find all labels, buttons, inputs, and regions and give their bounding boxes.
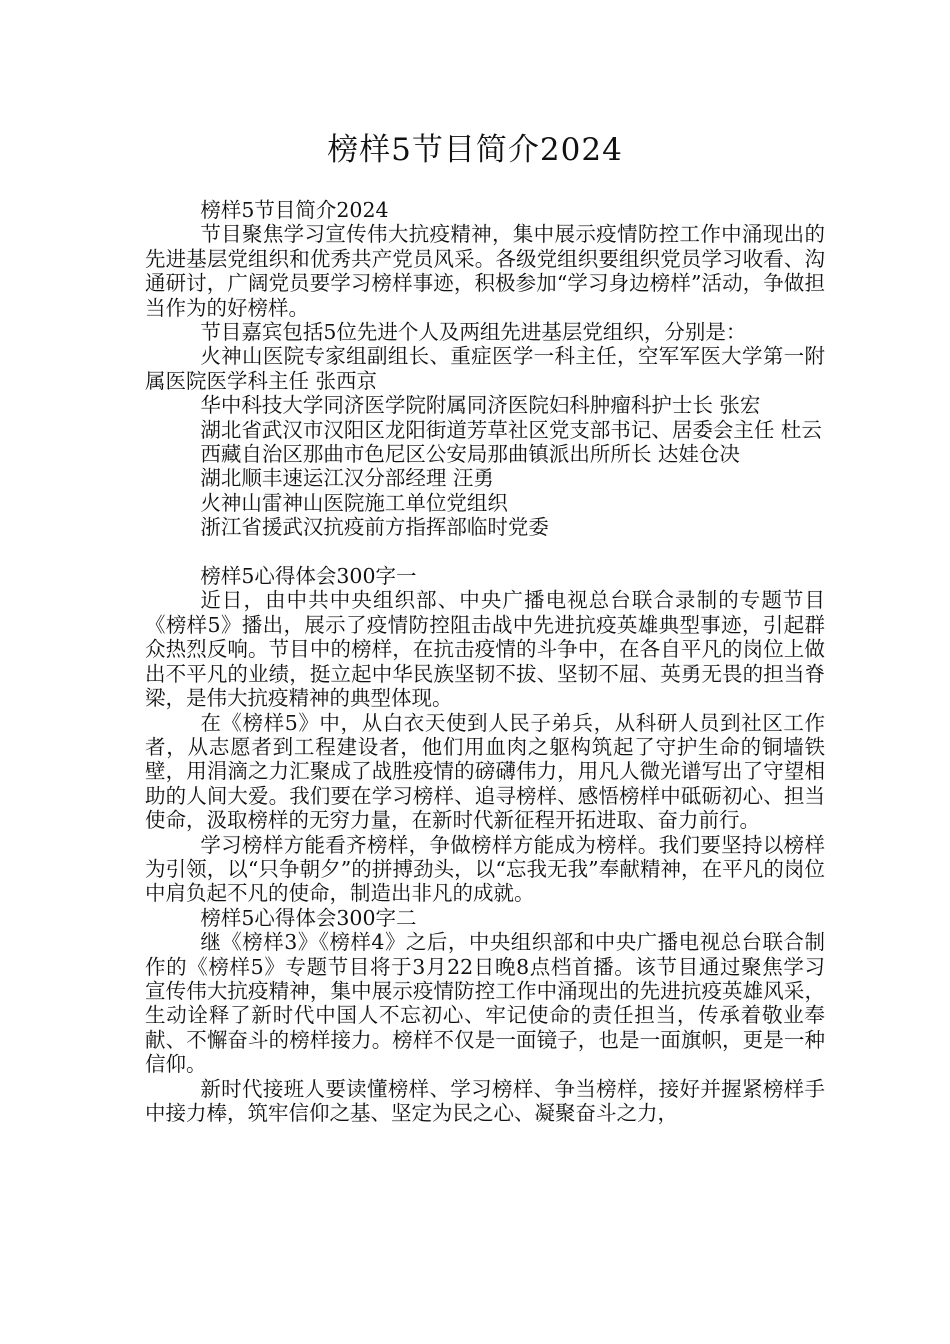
paragraph-guests-lead: 节目嘉宾包括5位先进个人及两组先进基层党组织，分别是： [200,320,747,345]
document-body [145,198,825,1125]
paragraph-essay-2b: 新时代接班人要读懂榜样、学习榜样、争当榜样，接好并握紧榜样手中接力棒，筑牢信仰之基、坚定为民之心、凝聚奋斗之力， [145,1076,825,1126]
paragraph-essay-1c: 学习榜样方能看齐榜样，争做榜样方能成为榜样。我们要坚持以榜样为引领，以“只争朝夕”的拼搏劲头，以“忘我无我”奉献精神，在平凡的岗位中肩负起不凡的使命，制造出非凡的成就。 [145,832,825,906]
paragraph-essay-1b: 在《榜样5》中，从白衣天使到人民子弟兵，从科研人员到社区工作者，从志愿者到工程建设者，他们用血肉之躯构筑起了守护生命的铜墙铁壁，用涓滴之力汇聚成了战胜疫情的磅礴伟力，用凡人微光谱写出了守望相助的人间大爱。我们要在学习榜样、追寻榜样、感悟榜样中砥砺初心、担当使命，汲取榜样的无穷力量，在新时代新征程开拓进取、奋力前行。 [145,710,825,833]
section-heading-essay-2: 榜样5心得体会300字二 [200,905,417,930]
section-heading-intro: 榜样5节目简介2024 [200,198,389,222]
guest-item: 西藏自治区那曲市色尼区公安局那曲镇派出所所长 达娃仓决 [200,442,740,467]
blank-line [145,540,825,564]
guest-item: 华中科技大学同济医学院附属同济医院妇科肿瘤科护士长 张宏 [200,393,761,418]
guest-item: 浙江省援武汉抗疫前方指挥部临时党委 [200,515,549,540]
guest-item: 火神山医院专家组副组长、重症医学一科主任，空军军医大学第一附属医院医学科主任 张西京 [145,344,825,393]
paragraph-essay-2a: 继《榜样3》《榜样4》之后，中央组织部和中央广播电视总台联合制作的《榜样5》专题节目将于3月22日晚8点档首播。该节目通过聚焦学习宣传伟大抗疫精神，集中展示疫情防控工作中涌现出的先进抗疫英雄风采，生动诠释了新时代中国人不忘初心、牢记使命的责任担当，传承着敬业奉献、不懈奋斗的榜样接力。榜样不仅是一面镜子，也是一面旗帜，更是一种信仰。 [145,930,825,1077]
paragraph-intro: 节目聚焦学习宣传伟大抗疫精神，集中展示疫情防控工作中涌现出的先进基层党组织和优秀共产党员风采。各级党组织要组织党员学习收看、沟通研讨，广阔党员要学习榜样事迹，积极参加“学习身边榜样”活动，争做担当作为的好榜样。 [145,222,825,320]
guest-item: 湖北省武汉市汉阳区龙阳街道芳草社区党支部书记、居委会主任 杜云 [200,417,822,442]
guest-item: 湖北顺丰速运江汉分部经理 汪勇 [200,466,494,491]
paragraph-essay-1a: 近日，由中共中央组织部、中央广播电视总台联合录制的专题节目《榜样5》播出，展示了疫情防控阻击战中先进抗疫英雄典型事迹，引起群众热烈反响。节目中的榜样，在抗击疫情的斗争中，在各自平凡的岗位上做出不平凡的业绩，挺立起中华民族坚韧不拔、坚韧不屈、英勇无畏的担当脊梁，是伟大抗疫精神的典型体现。 [145,588,825,711]
guest-item: 火神山雷神山医院施工单位党组织 [200,490,508,515]
document-title: 榜样5节目简介2024 [327,132,623,168]
section-heading-essay-1: 榜样5心得体会300字一 [200,564,417,589]
